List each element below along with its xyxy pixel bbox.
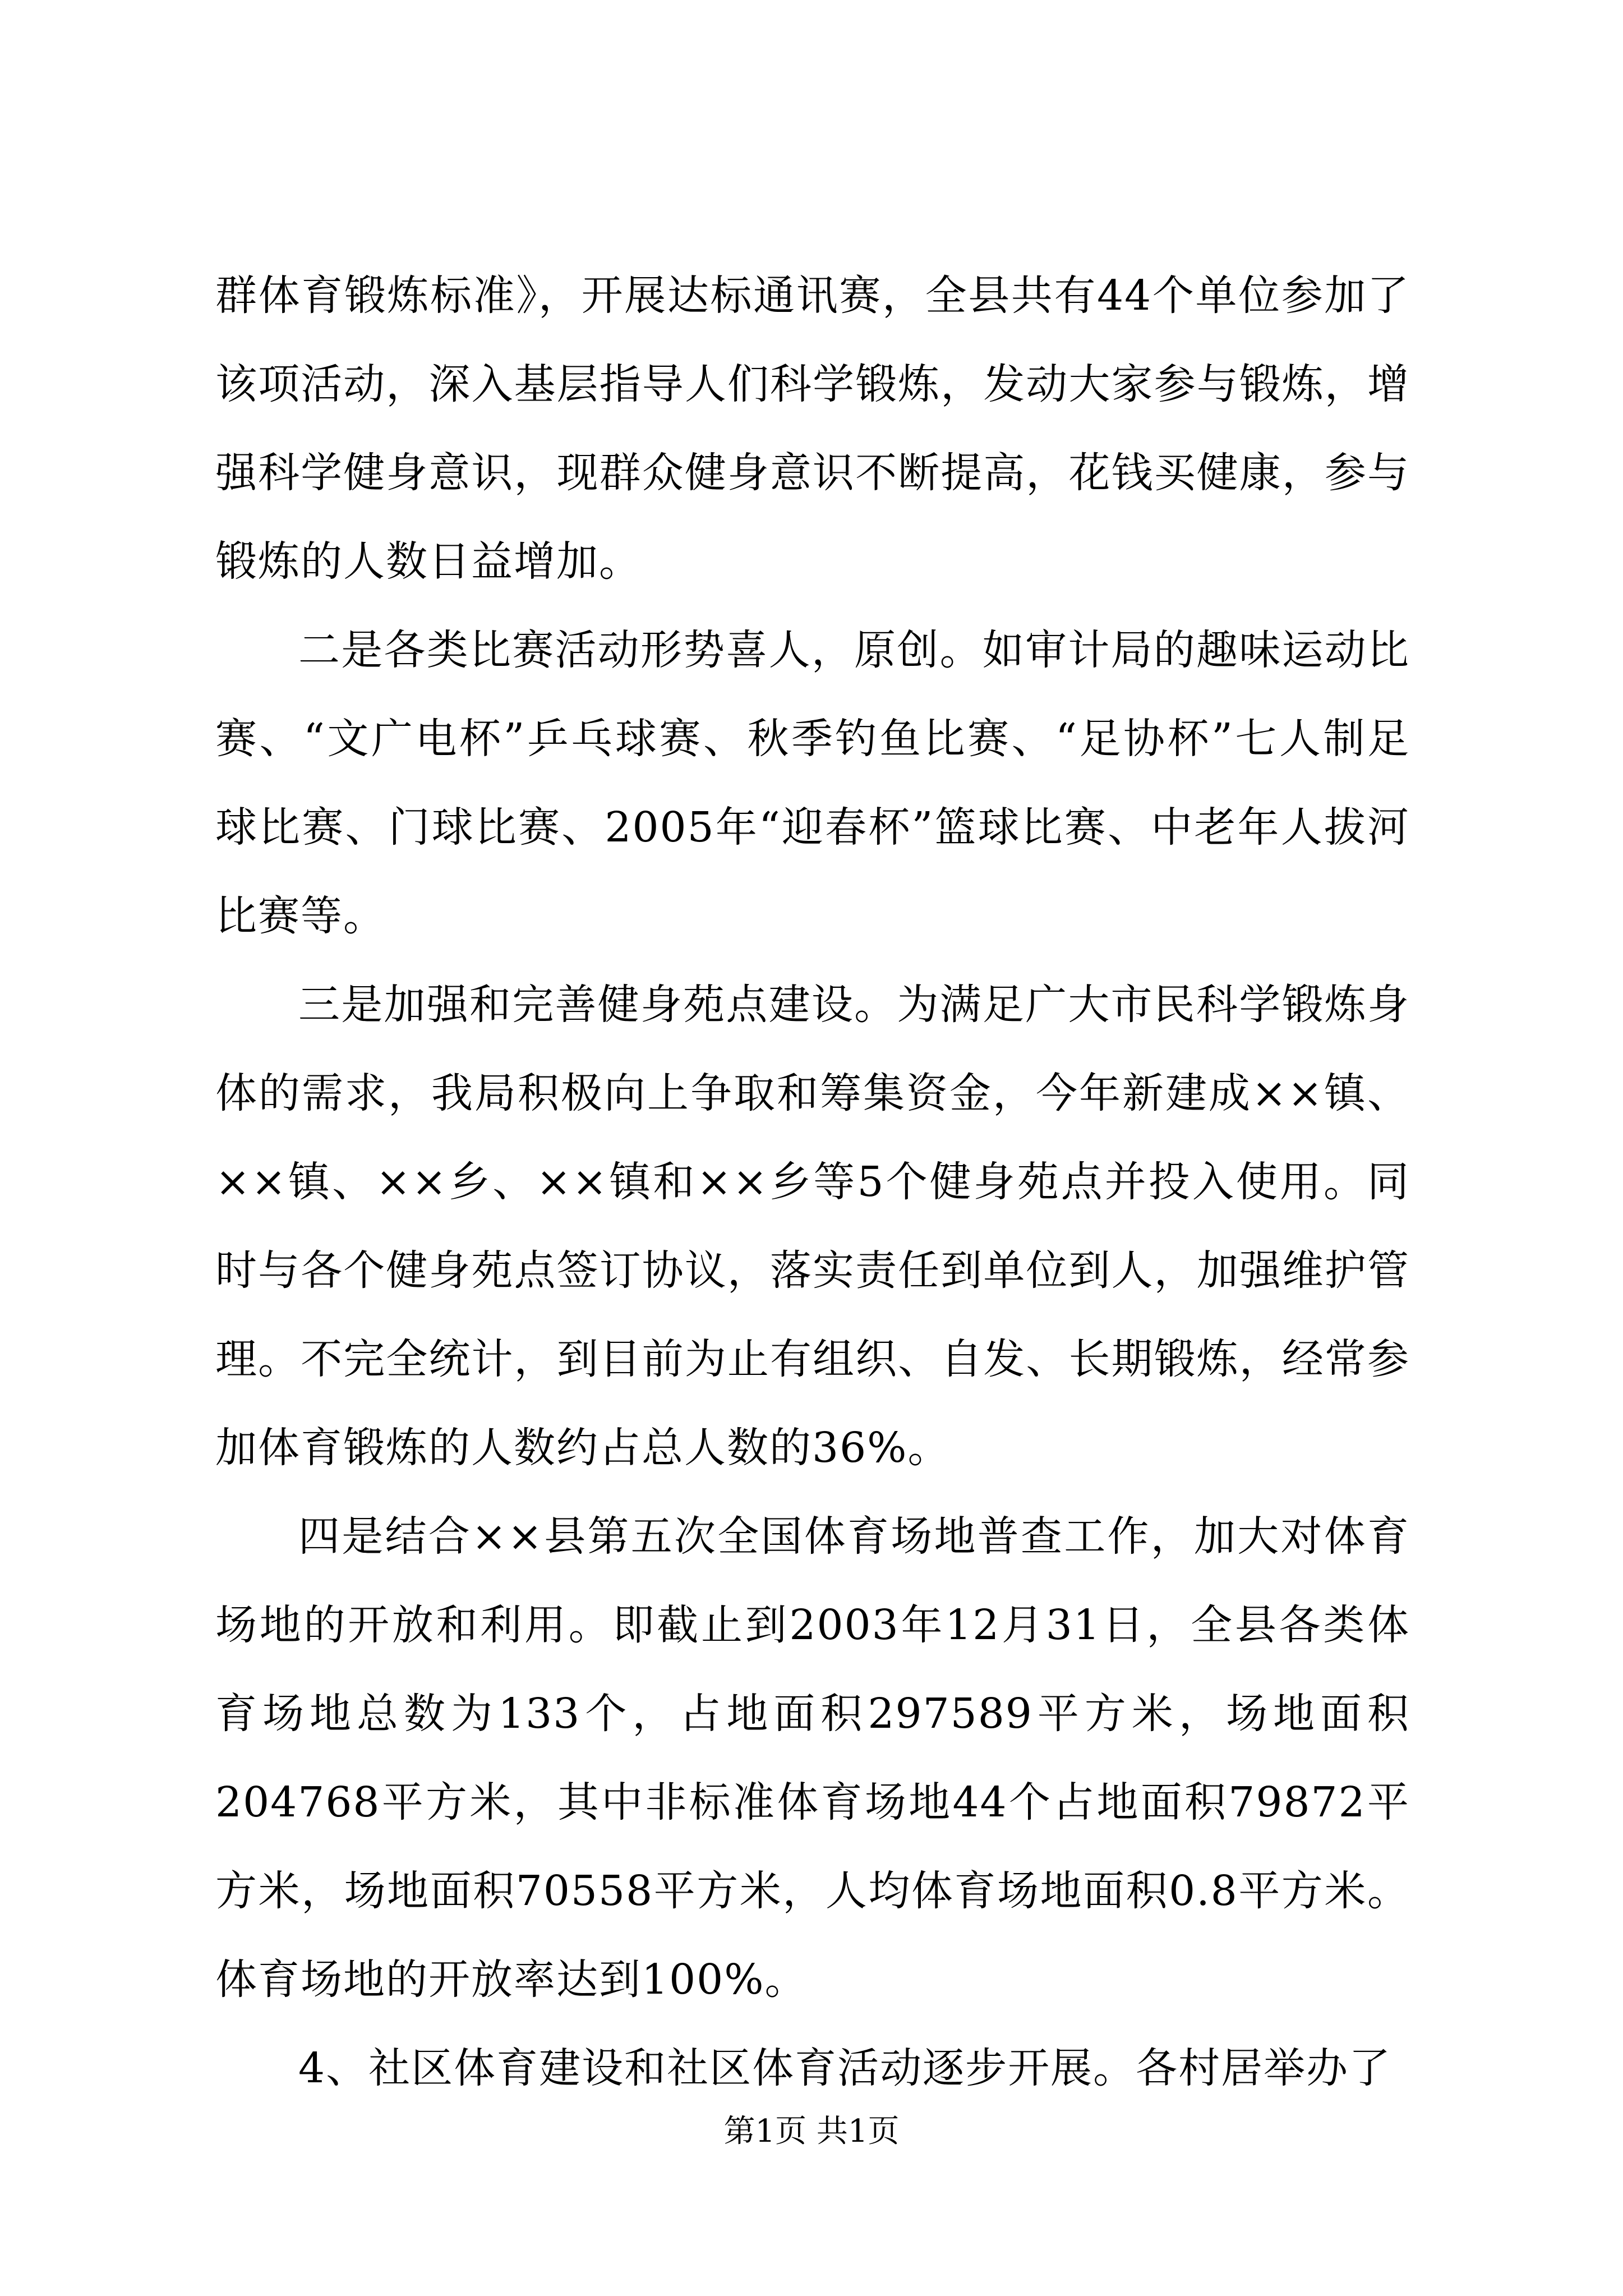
- paragraph-continuation: 群体育锻炼标准》，开展达标通讯赛，全县共有44个单位参加了该项活动，深入基层指导人们科学锻炼，发动大家参与锻炼，增强科学健身意识，现群众健身意识不断提高，花钱买健康，参与锻炼的人数日益增加。: [215, 272, 1410, 586]
- paragraph-competitions: 二是各类比赛活动形势喜人，原创。如审计局的趣味运动比赛、“文广电杯”乒乓球赛、秋季钓鱼比赛、“足协杯”七人制足球比赛、门球比赛、2005年“迎春杯”篮球比赛、中老年人拔河比赛等。: [215, 626, 1410, 940]
- paragraph-community-sports: 4、社区体育建设和社区体育活动逐步开展。各村居举办了: [298, 2044, 1392, 2092]
- paragraph-sports-venues: 四是结合××县第五次全国体育场地普查工作，加大对体育场地的开放和利用。即截止到2003年12月31日，全县各类体育场地总数为133个，占地面积297589平方米，场地面积204768平方米，其中非标准体育场地44个占地面积79872平方米，场地面积70558平方米，人均体育场地面积0.8平方米。体育场地的开放率达到100%。: [215, 1512, 1410, 2004]
- paragraph-fitness-points: 三是加强和完善健身苑点建设。为满足广大市民科学锻炼身体的需求，我局积极向上争取和筹集资金，今年新建成××镇、××镇、××乡、××镇和××乡等5个健身苑点并投入使用。同时与各个健身苑点签订协议，落实责任到单位到人，加强维护管理。不完全统计，到目前为止有组织、自发、长期锻炼，经常参加体育锻炼的人数约占总人数的36%。: [215, 981, 1410, 1472]
- document-body: [215, 251, 1410, 2113]
- page-footer: 第1页 共1页: [723, 2113, 900, 2150]
